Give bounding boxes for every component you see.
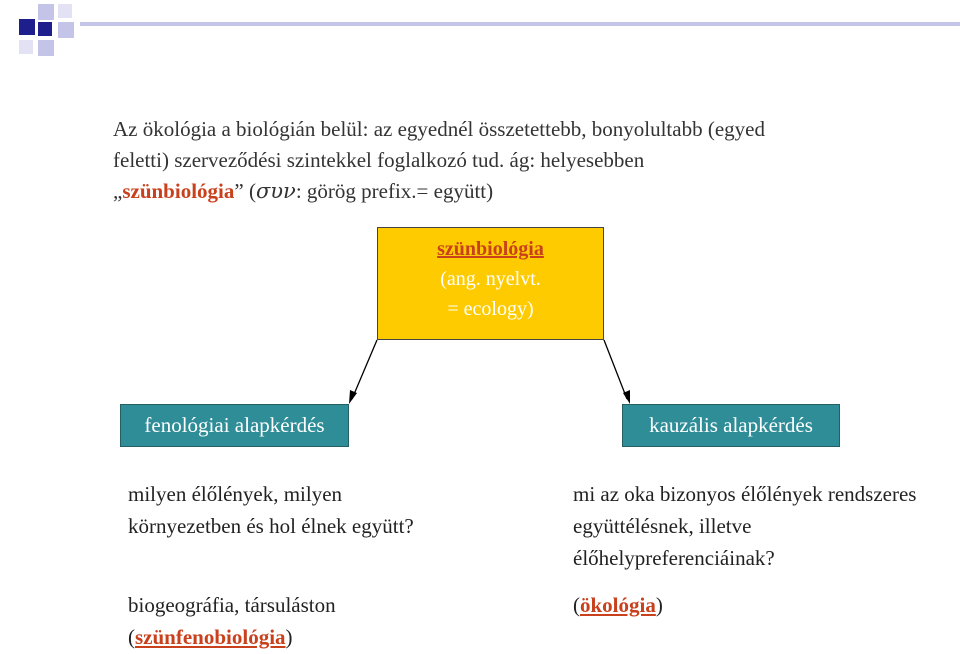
greek-prefix: συν xyxy=(255,179,296,203)
center-box-line-3: = ecology) xyxy=(447,298,534,320)
okologia-link[interactable]: ökológia xyxy=(580,593,656,617)
arrow-right xyxy=(604,340,627,399)
right-answer-suffix: ) xyxy=(655,593,663,617)
left-answer-text xyxy=(128,589,458,653)
arrow-left-head xyxy=(349,390,357,404)
left-answer-suffix: ) xyxy=(285,625,293,649)
arrow-left xyxy=(352,340,377,399)
left-question-text: milyen élőlények, milyen környezetben és hol élnek együtt? xyxy=(128,482,414,538)
right-answer-prefix: ( xyxy=(573,593,580,617)
close-quote: ” ( xyxy=(234,179,256,203)
intro-line-1: Az ökológia a biológián belül: az egyednél összetettebb, bonyolultabb (egyed xyxy=(113,117,765,141)
phenological-question-box: fenológiai alapkérdés xyxy=(120,404,349,447)
center-box-title: szünbiológia xyxy=(437,238,544,260)
intro-line-3-rest: : görög prefix.= együtt) xyxy=(295,179,494,203)
right-answer-text xyxy=(573,589,933,621)
center-box-line-2: (ang. nyelvt. xyxy=(440,268,541,290)
intro-line-2: feletti) szerveződési szintekkel foglalkozó tud. ág: helyesebben xyxy=(113,148,645,172)
left-answer-prefix: biogeográfia, társuláston ( xyxy=(128,593,336,649)
causal-question-box: kauzális alapkérdés xyxy=(622,404,840,447)
open-quote: „ xyxy=(113,179,123,203)
right-question-text: mi az oka bizonyos élőlények rendszeres együttélésnek, illetve élőhelypreferenciáinak? xyxy=(573,482,917,570)
intro-term-szunbiologia: szünbiológia xyxy=(122,179,235,203)
szunfenobiologia-link[interactable]: szünfenobiológia xyxy=(135,625,286,649)
